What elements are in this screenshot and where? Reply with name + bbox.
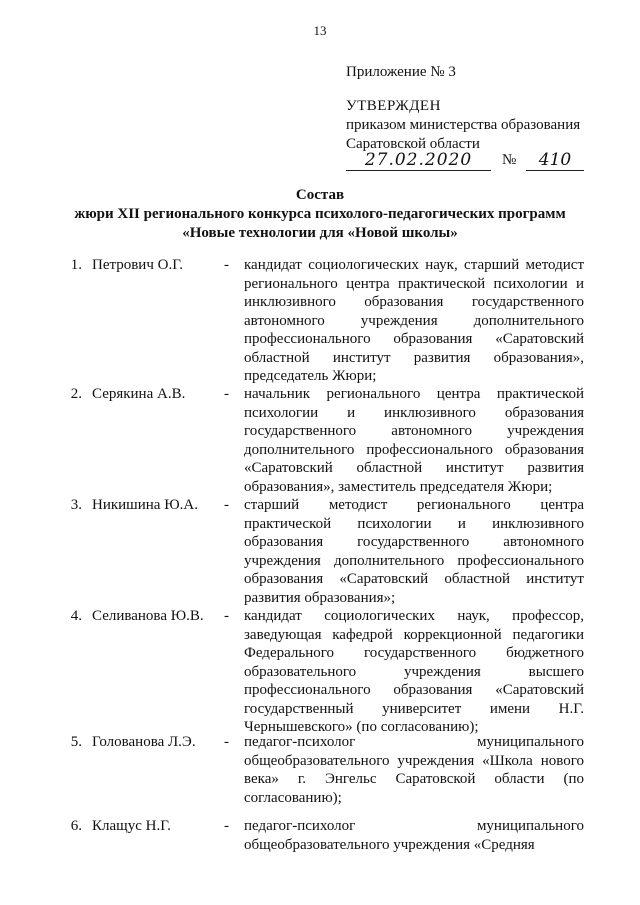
member-description: педагог-психолог муниципального общеобразовательного учреждения «Школа нового века» г. Энгельс Саратовской области (по согласованию); <box>244 734 584 806</box>
jury-member <box>58 256 598 385</box>
member-number: 3. <box>70 497 82 513</box>
order-number-sign: № <box>502 152 517 168</box>
member-number: 5. <box>70 734 82 750</box>
member-description: кандидат социологических наук, старший методист регионального центра практической психологии и инклюзивного образования государственного автономного учреждения дополнительного профессионального образования «Саратовский областной институт развития образования», председатель Жюри; <box>244 257 584 384</box>
order-number: 410 <box>526 150 584 171</box>
member-description: старший методист регионального центра практической психологии и инклюзивного образования государственного автономного учреждения дополнительного профессионального образования «Саратовский областной институт развития образования»; <box>244 497 584 606</box>
heading-line-3: «Новые технологии для «Новой школы» <box>182 225 458 241</box>
jury-list <box>58 256 598 857</box>
member-description: педагог-психолог муниципального общеобразовательного учреждения «Средняя <box>244 818 584 853</box>
order-line <box>346 150 586 174</box>
jury-member <box>58 733 598 817</box>
member-dash: - <box>224 608 229 624</box>
jury-member <box>58 496 598 607</box>
member-name: Петрович О.Г. <box>92 257 183 273</box>
approval-title: УТВЕРЖДЕН <box>346 98 441 114</box>
jury-member <box>58 817 598 857</box>
document-heading <box>0 186 640 243</box>
appendix-label: Приложение № 3 <box>346 64 456 80</box>
member-dash: - <box>224 386 229 402</box>
approval-line-2: Саратовской области <box>346 136 480 152</box>
heading-line-2: жюри XII регионального конкурса психолого-педагогических программ <box>74 206 566 222</box>
jury-member <box>58 385 598 496</box>
member-description: начальник регионального центра практической психологии и инклюзивного образования государственного автономного учреждения дополнительного профессионального образования «Саратовский областной институт развития образования», заместитель председателя Жюри; <box>244 386 584 495</box>
approval-line-1: приказом министерства образования <box>346 117 581 133</box>
member-name: Серякина А.В. <box>92 386 186 402</box>
jury-member <box>58 607 598 733</box>
member-dash: - <box>224 818 229 834</box>
member-dash: - <box>224 257 229 273</box>
heading-line-1: Состав <box>295 187 345 203</box>
order-date: 27.02.2020 <box>346 150 491 171</box>
member-description: кандидат социологических наук, профессор, заведующая кафедрой коррекционной педагогики Федерального государственного бюджетного образовательного учреждения высшего профессионального образования «Саратовский государственный университет имени Н.Г. Чернышевского» (по согласованию); <box>244 608 584 735</box>
member-name: Селиванова Ю.В. <box>92 608 204 624</box>
page-number: 13 <box>313 23 327 38</box>
member-name: Клащус Н.Г. <box>92 818 171 834</box>
member-name: Никишина Ю.А. <box>92 497 198 513</box>
member-number: 6. <box>70 818 82 834</box>
member-dash: - <box>224 734 229 750</box>
member-dash: - <box>224 497 229 513</box>
member-number: 4. <box>70 608 82 624</box>
member-number: 1. <box>70 257 82 273</box>
member-name: Голованова Л.Э. <box>92 734 196 750</box>
member-number: 2. <box>70 386 82 402</box>
approval-block <box>346 97 606 154</box>
